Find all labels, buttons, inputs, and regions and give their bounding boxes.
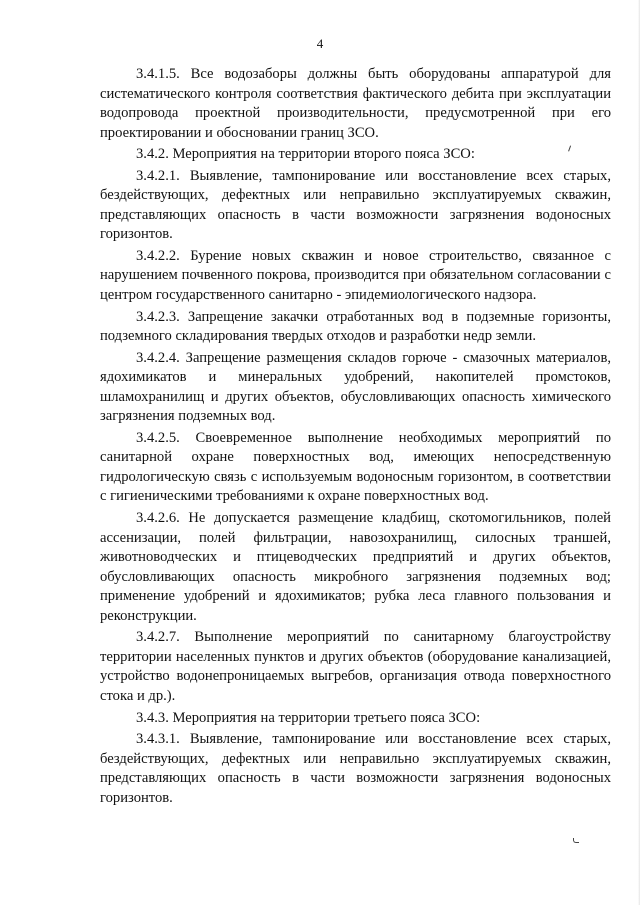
paragraph-3-4-1-5: 3.4.1.5. Все водозаборы должны быть оборудованы аппаратурой для систематического контроля соответствия фактического дебита при эксплуатации водопровода проектной производительности, предусмотренной при его проектировании и обосновании границ ЗСО.	[100, 66, 611, 141]
paragraph-3-4-2-6: 3.4.2.6. Не допускается размещение кладбищ, скотомогильников, полей ассенизации, полей фильтрации, навозохранилищ, силосных траншей, животноводческих и птицеводческих предприятий и других объектов, обусловливающих опасность микробного загрязнения подземных вод; применение удобрений и ядохимикатов; рубка леса главного пользования и реконструкции.	[100, 510, 611, 624]
paragraph-3-4-2-3: 3.4.2.3. Запрещение закачки отработанных вод в подземные горизонты, подземного складирования твердых отходов и разработки недр земли.	[100, 308, 611, 345]
paragraph-3-4-2-5: 3.4.2.5. Своевременное выполнение необходимых мероприятий по санитарной охране поверхностных вод, имеющих непосредственную гидрологическую связь с используемым водоносным горизонтом, в соответствии с гигиеническими требованиями к охране поверхностных вод.	[100, 429, 611, 505]
paragraph-3-4-2-1: 3.4.2.1. Выявление, тампонирование или восстановление всех старых, бездействующих, дефектных или неправильно эксплуатируемых скважин, представляющих опасность в части возможности загрязнения водоносных горизонтов.	[100, 167, 611, 243]
paragraph-3-4-2-7: 3.4.2.7. Выполнение мероприятий по санитарному благоустройству территории населенных пунктов и других объектов (оборудование канализацией, устройство водонепроницаемых выгребов, организация отвода поверхностного стока и др.).	[100, 629, 611, 704]
heading-3-4-2: 3.4.2. Мероприятия на территории второго пояса ЗСО:	[136, 146, 475, 163]
heading-3-4-3: 3.4.3. Мероприятия на территории третьего пояса ЗСО:	[136, 709, 481, 726]
paragraph-3-4-2-4: 3.4.2.4. Запрещение размещения складов горюче - смазочных материалов, ядохимикатов и минеральных удобрений, накопителей промстоков, шламохранилищ и других объектов, обусловливающих опасность химического загрязнения подземных вод.	[100, 349, 611, 425]
page-number: 4	[316, 36, 324, 51]
paragraph-3-4-2-2: 3.4.2.2. Бурение новых скважин и новое строительство, связанное с нарушением почвенного покрова, производится при обязательном согласовании с центром государственного санитарно - эпидемиологического надзора.	[100, 247, 611, 304]
scan-speck-mark	[573, 838, 579, 843]
document-body	[100, 65, 611, 808]
paragraph-3-4-3-1: 3.4.3.1. Выявление, тампонирование или восстановление всех старых, бездействующих, дефектных или неправильно эксплуатируемых скважин, представляющих опасность в части возможности загрязнения водоносных горизонтов.	[100, 731, 611, 806]
